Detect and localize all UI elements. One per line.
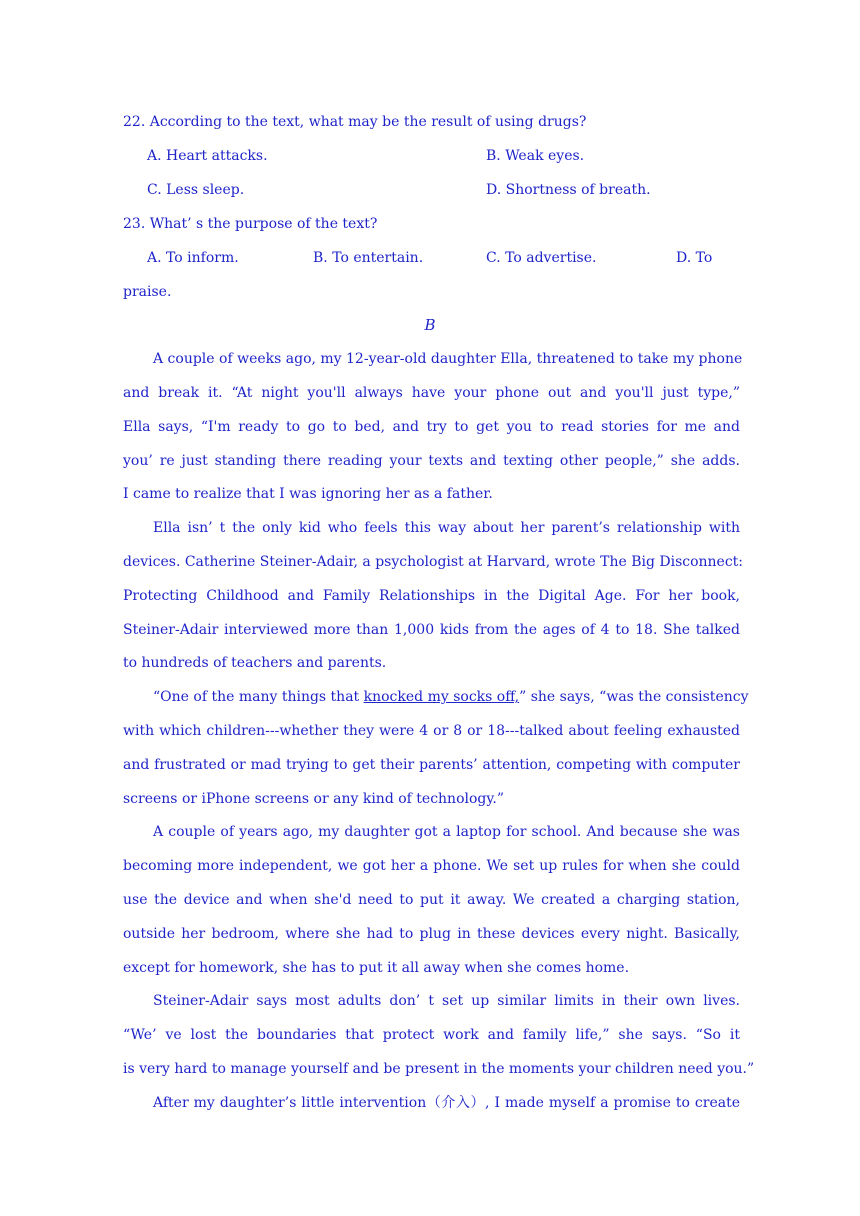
p4-line-5: except for homework, she has to put it all away when she comes home. bbox=[123, 960, 630, 976]
p4-line-3: use the device and when she'd need to put it away. We created a charging station, bbox=[123, 892, 740, 908]
q23-option-c: C. To advertise. bbox=[486, 250, 597, 266]
p3-line-3: and frustrated or mad trying to get their parents’ attention, competing with computer bbox=[123, 757, 740, 773]
q23-option-d-continuation: praise. bbox=[123, 284, 172, 300]
p1-line-4: you’ re just standing there reading your texts and texting other people,” she adds. bbox=[123, 453, 740, 469]
section-label: B bbox=[424, 316, 436, 334]
p5-line-2: “We’ ve lost the boundaries that protect work and family life,” she says. “So it bbox=[123, 1027, 740, 1043]
p3-line-2: with which children---whether they were 4 or 8 or 18---talked about feeling exhausted bbox=[123, 723, 740, 739]
q23-option-d: D. To bbox=[676, 250, 713, 266]
p4-line-4: outside her bedroom, where she had to plug in these devices every night. Basically, bbox=[123, 926, 740, 942]
p1-line-5: I came to realize that I was ignoring her as a father. bbox=[123, 486, 493, 502]
q22-option-b: B. Weak eyes. bbox=[486, 148, 585, 164]
p5-line-3: is very hard to manage yourself and be present in the moments your children need you.” bbox=[123, 1061, 755, 1077]
q22-option-a: A. Heart attacks. bbox=[147, 148, 268, 164]
p1-line-2: and break it. “At night you'll always have your phone out and you'll just type,” bbox=[123, 385, 740, 401]
p2-line-4: Steiner-Adair interviewed more than 1,000 kids from the ages of 4 to 18. She talked bbox=[123, 622, 740, 638]
p2-line-2: devices. Catherine Steiner-Adair, a psychologist at Harvard, wrote The Big Disconnect: bbox=[123, 554, 744, 570]
p1-line-3: Ella says, “I'm ready to go to bed, and try to get you to read stories for me and bbox=[123, 419, 740, 435]
underlined-phrase: knocked my socks off, bbox=[363, 689, 520, 705]
question-23-stem: 23. What’ s the purpose of the text? bbox=[123, 216, 378, 232]
question-22-stem: 22. According to the text, what may be the result of using drugs? bbox=[123, 114, 587, 130]
p3-quote-continue: ” she says, “was the consistency bbox=[519, 689, 749, 705]
q22-option-d: D. Shortness of breath. bbox=[486, 182, 651, 198]
p4-line-2: becoming more independent, we got her a phone. We set up rules for when she could bbox=[123, 858, 740, 874]
p2-line-5: to hundreds of teachers and parents. bbox=[123, 655, 387, 671]
p5-line-1: Steiner-Adair says most adults don’ t set up similar limits in their own lives. bbox=[153, 993, 740, 1009]
q23-option-b: B. To entertain. bbox=[313, 250, 424, 266]
p2-line-1: Ella isn’ t the only kid who feels this way about her parent’s relationship with bbox=[153, 520, 740, 536]
p4-line-1: A couple of years ago, my daughter got a laptop for school. And because she was bbox=[153, 824, 740, 840]
p2-line-3: Protecting Childhood and Family Relationships in the Digital Age. For her book, bbox=[123, 588, 740, 604]
p1-line-1: A couple of weeks ago, my 12-year-old daughter Ella, threatened to take my phone bbox=[153, 351, 743, 367]
p3-line-1 bbox=[153, 688, 749, 706]
p6-line-1: After my daughter’s little intervention（介入）, I made myself a promise to create bbox=[153, 1095, 740, 1111]
p3-line-4: screens or iPhone screens or any kind of technology.” bbox=[123, 791, 505, 807]
q23-option-a: A. To inform. bbox=[147, 250, 239, 266]
p3-quote-open: “One of the many things that bbox=[153, 689, 364, 705]
q22-option-c: C. Less sleep. bbox=[147, 182, 245, 198]
